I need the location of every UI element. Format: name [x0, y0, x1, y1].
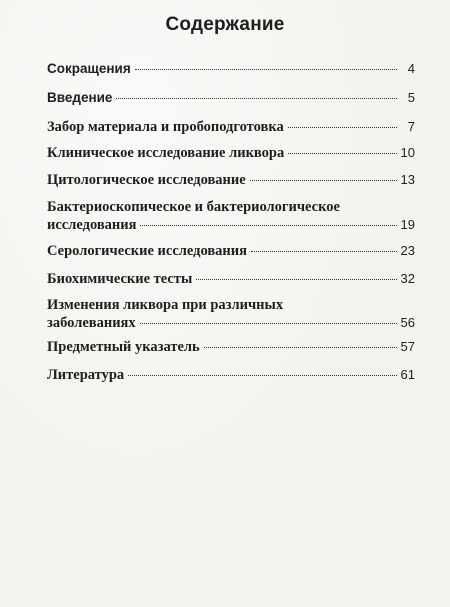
toc-page-number: 57	[400, 339, 415, 354]
toc-entry-label-line1: Изменения ликвора при различных	[47, 297, 284, 313]
toc-entry-label: Литература	[47, 367, 125, 383]
dot-leader	[251, 251, 397, 252]
toc-entry-label: исследования	[47, 217, 137, 233]
toc-entry-sampling[interactable]	[47, 118, 415, 136]
dot-leader	[128, 375, 396, 376]
toc-entry-biochemistry[interactable]	[47, 270, 415, 288]
toc-entry-introduction[interactable]	[47, 89, 415, 106]
toc-entry-cytology[interactable]	[47, 171, 415, 189]
toc-page-number: 13	[400, 172, 415, 187]
toc-entry-label: Сокращения	[47, 61, 131, 76]
toc-page-number: 19	[400, 217, 415, 232]
toc-page-number: 4	[407, 61, 415, 76]
dot-leader	[116, 98, 397, 99]
dot-leader	[196, 279, 396, 280]
toc-entry-label: Предметный указатель	[47, 339, 200, 355]
dot-leader	[135, 69, 397, 70]
toc-page-number: 61	[400, 367, 415, 382]
toc-page-number: 23	[400, 243, 415, 258]
toc-entry-label: Цитологическое исследование	[47, 172, 246, 188]
dot-leader	[288, 127, 397, 128]
toc-entry-clinical-study[interactable]	[47, 144, 415, 162]
toc-entry-label: заболеваниях	[47, 315, 136, 331]
toc-entry-abbreviations[interactable]	[47, 60, 415, 77]
page-title: Содержание	[165, 14, 285, 35]
toc-page-number: 56	[400, 315, 415, 330]
toc-page-number: 7	[407, 119, 415, 134]
toc-page-number: 32	[400, 271, 415, 286]
dot-leader	[140, 323, 397, 324]
dot-leader	[250, 180, 397, 181]
toc-entry-label: Биохимические тесты	[47, 271, 193, 287]
dot-leader	[288, 153, 396, 154]
toc-entry-literature[interactable]	[47, 366, 415, 384]
toc-entry-bacteriology[interactable]	[47, 199, 415, 234]
dot-leader	[140, 225, 396, 226]
toc-page-number: 5	[407, 90, 415, 105]
toc-entry-label: Забор материала и пробоподготовка	[47, 119, 284, 135]
toc-entry-label: Введение	[47, 90, 113, 105]
toc-entry-label: Серологические исследования	[47, 243, 247, 259]
toc-entry-serology[interactable]	[47, 242, 415, 260]
dot-leader	[204, 347, 397, 348]
toc-entry-subject-index[interactable]	[47, 338, 415, 356]
toc-entry-diseases[interactable]	[47, 297, 415, 332]
toc-entry-label-line1: Бактериоскопическое и бактериологическое	[47, 199, 340, 215]
toc-page-number: 10	[400, 145, 415, 160]
toc-entry-label: Клиническое исследование ликвора	[47, 145, 285, 161]
